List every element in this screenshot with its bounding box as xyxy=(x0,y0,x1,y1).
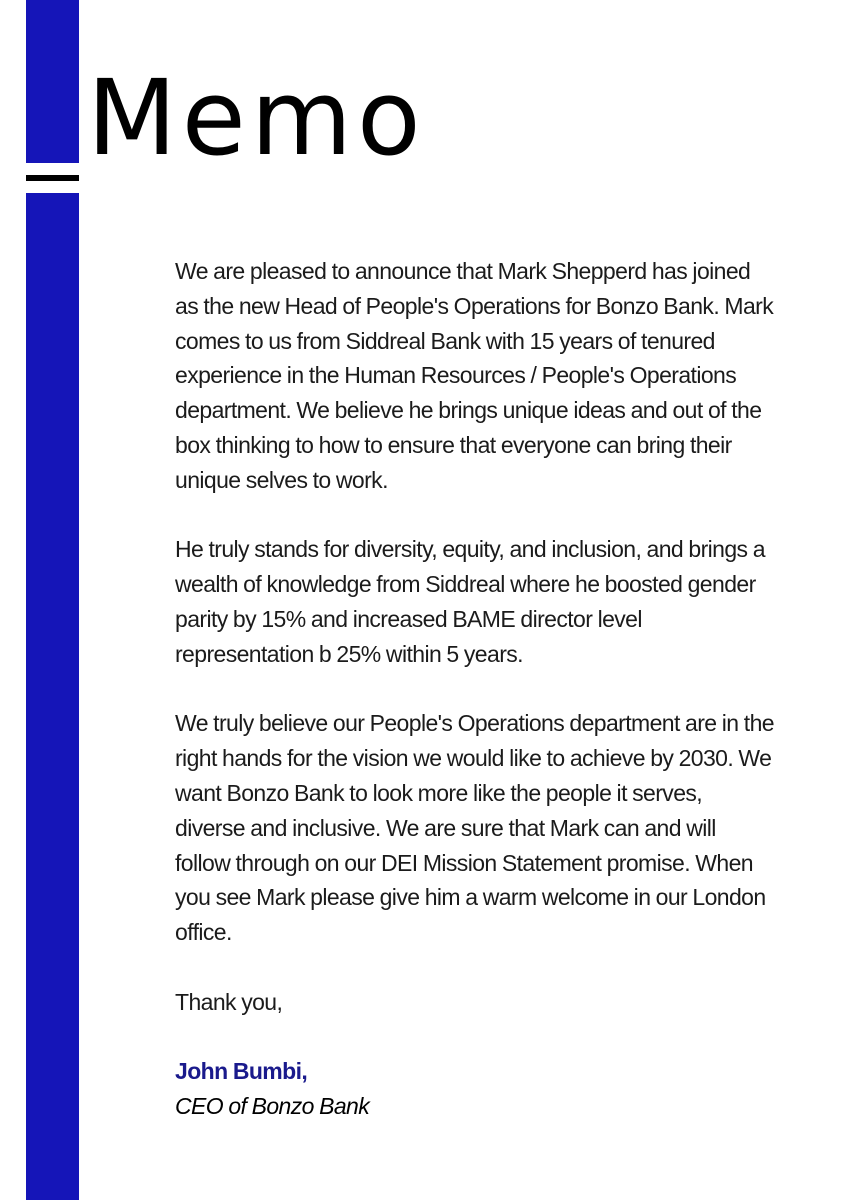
memo-paragraph: We are pleased to announce that Mark Shepperd has joined as the new Head of People's Operations for Bonzo Bank. Mark comes to us from Siddreal Bank with 15 years of tenured experience in the Human Resources / People's Operations department. We believe he brings unique ideas and out of the box thinking to how to ensure that everyone can bring their unique selves to work. xyxy=(175,258,774,493)
memo-paragraph: We truly believe our People's Operations department are in the right hands for the vision we would like to achieve by 2030. We want Bonzo Bank to look more like the people it serves, diverse and inclusive. We are sure that Mark can and will follow through on our DEI Mission Statement promise. When you see Mark please give him a warm welcome in our London office. xyxy=(175,710,774,946)
accent-rule xyxy=(26,175,79,181)
memo-closing: Thank you, xyxy=(175,988,283,1015)
memo-signature xyxy=(175,1054,775,1124)
memo-paragraph: He truly stands for diversity, equity, and inclusion, and brings a wealth of knowledge from Siddreal where he boosted gender parity by 15% and increased BAME director level representation b 25% within 5 years. xyxy=(175,536,765,667)
signature-name: John Bumbi, xyxy=(175,1058,308,1085)
accent-bar-bottom xyxy=(26,193,79,1200)
memo-title: Memo xyxy=(87,57,426,179)
accent-bar-top xyxy=(26,0,79,163)
memo-body xyxy=(175,254,775,1124)
signature-title: CEO of Bonzo Bank xyxy=(175,1093,370,1120)
